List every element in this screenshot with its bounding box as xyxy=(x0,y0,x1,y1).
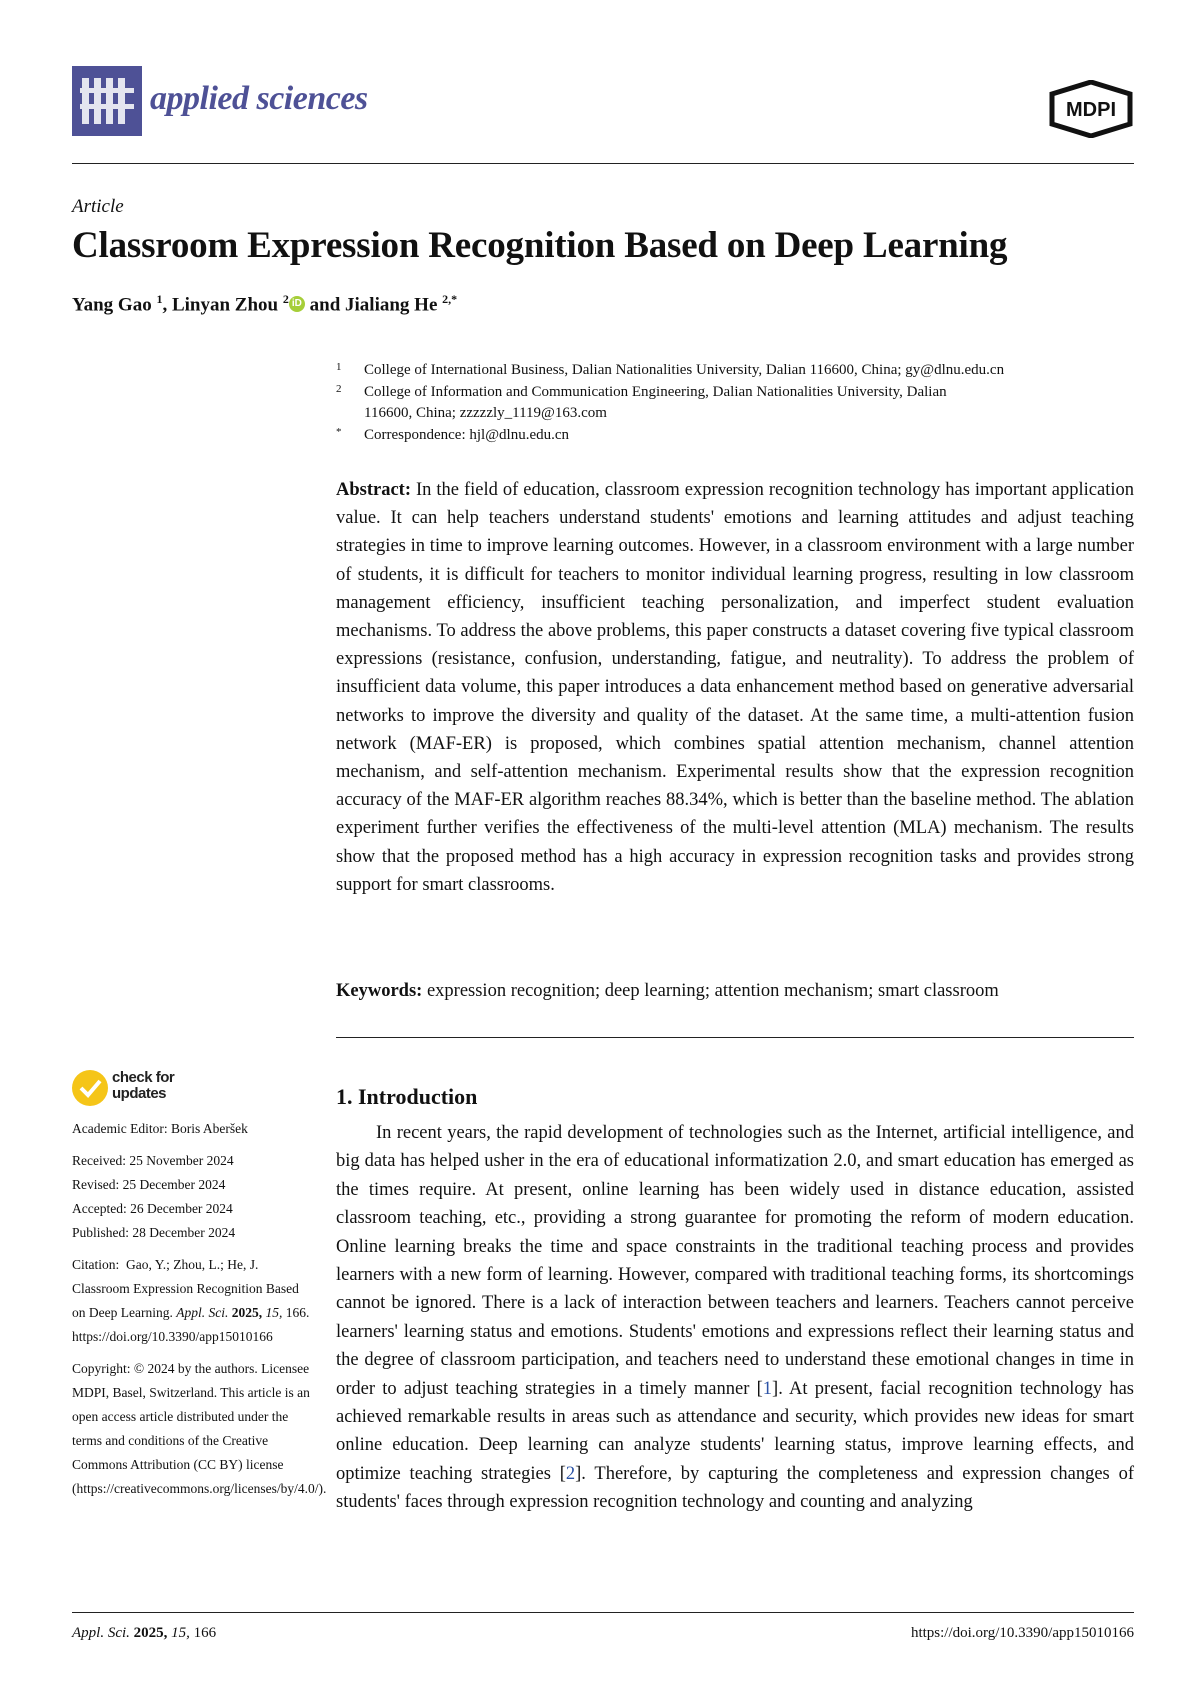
footer-doi-link[interactable]: https://doi.org/10.3390/app15010166 xyxy=(910,1625,1134,1641)
intro-text: ]. At present, facial recognition technology has achieved remarkable results in areas such as attendance and security, which provides new ideas for smart online education. Deep learning can analyze students' learning status, improve learning effects, and optimize teaching strategies [ xyxy=(336,1378,1134,1484)
journal-name: applied sciences xyxy=(150,80,368,117)
keywords xyxy=(336,981,1136,1002)
footer-volume: 15, xyxy=(171,1625,190,1641)
author-separator: , xyxy=(162,294,172,316)
copyright-notice: Copyright: © 2024 by the authors. Licensee MDPI, Basel, Switzerland. This article is an open access article distributed under the terms and conditions of the Creative Commons Attribution (CC BY) license (https://creativecommons.org/licenses/by/4.0/). xyxy=(72,1361,327,1496)
date-accepted: Accepted: 26 December 2024 xyxy=(72,1201,233,1216)
affiliation-text: College of Information and Communication Engineering, Dalian Nationalities University, Dalian 116600, China; zzzzzly_1119@163.com xyxy=(364,383,947,421)
academic-editor: Academic Editor: Boris Aberšek xyxy=(72,1121,248,1136)
author-affiliation-mark: 1 xyxy=(156,292,163,306)
citation-volume: 15, xyxy=(265,1305,283,1320)
citation xyxy=(72,1253,312,1349)
keywords-label: Keywords: xyxy=(336,981,423,1001)
affiliation-text: College of International Business, Dalian Nationalities University, Dalian 116600, China; gy@dlnu.edu.cn xyxy=(364,362,1005,378)
abstract-label: Abstract: xyxy=(336,480,412,500)
footer-year: 2025, xyxy=(133,1625,168,1641)
orcid-icon[interactable]: iD xyxy=(289,296,305,312)
correspondence-text[interactable]: Correspondence: hjl@dlnu.edu.cn xyxy=(364,426,570,443)
author-name[interactable]: Yang Gao xyxy=(72,294,152,316)
article-info-sidebar xyxy=(72,1117,327,1501)
article-type: Article xyxy=(72,196,124,217)
footer-journal: Appl. Sci. xyxy=(72,1625,130,1641)
affiliation-item xyxy=(336,425,1136,447)
abstract xyxy=(336,476,1134,899)
author-name[interactable]: Linyan Zhou xyxy=(171,294,279,316)
affiliation-item xyxy=(336,360,1136,382)
date-revised: Revised: 25 December 2024 xyxy=(72,1177,226,1192)
journal-logo xyxy=(72,66,142,136)
author-separator: and xyxy=(304,294,346,316)
abstract-text: In the field of education, classroom expression recognition technology has important application value. It can help teachers understand students' emotions and learning attitudes and adjust teaching strategies in time to improve learning outcomes. However, in a classroom environment with a large number of students, it is difficult for teachers to monitor individual learning progress, resulting in low classroom management efficiency, insufficient teaching personalization, and imperfect student evaluation mechanisms. To address the above problems, this paper constructs a dataset covering five typical classroom expressions (resistance, confusion, understanding, fatigue, and neutrality). To address the problem of insufficient data volume, this paper introduces a data enhancement method based on generative adversarial networks to improve the diversity and quality of the dataset. At the same time, a multi-attention fusion network (MAF-ER) is proposed, which combines spatial attention mechanism, channel attention mechanism, and self-attention mechanism. Experimental results show that the expression recognition accuracy of the MAF-ER algorithm reaches 88.34%, which is better than the baseline method. The ablation experiment further verifies the effectiveness of the multi-level attention (MLA) mechanism. The results show that the proposed method has a high accuracy in expression recognition tasks and provides strong support for smart classrooms. xyxy=(336,480,1134,895)
citation-text: Gao, Y.; Zhou, L.; He, J. Classroom Expression Recognition Based on Deep Learning. xyxy=(72,1257,299,1320)
affiliation-item xyxy=(336,382,964,425)
date-published: Published: 28 December 2024 xyxy=(72,1225,236,1240)
citation-year: 2025, xyxy=(231,1305,263,1320)
check-updates-icon xyxy=(72,1070,108,1106)
reference-link[interactable]: 1 xyxy=(762,1378,773,1399)
citation-label: Citation: xyxy=(72,1257,120,1272)
journal-logo-icon xyxy=(72,66,142,136)
intro-text: ]. Therefore, by capturing the completeness and expression changes of students' faces through expression recognition technology and counting and analyzing xyxy=(336,1463,1134,1513)
section-heading: 1. Introduction xyxy=(336,1084,478,1109)
publisher-logo-text: MDPI xyxy=(1066,99,1116,121)
publisher-logo xyxy=(1048,80,1134,138)
affiliation-mark: 1 xyxy=(336,361,342,373)
introduction-paragraph xyxy=(336,1119,1134,1517)
keywords-divider xyxy=(336,1037,1134,1038)
author-list xyxy=(72,292,457,316)
footer-divider xyxy=(72,1612,1134,1613)
check-for-updates-badge[interactable] xyxy=(72,1068,192,1112)
citation-journal: Appl. Sci. xyxy=(176,1305,229,1320)
keywords-text: expression recognition; deep learning; attention mechanism; smart classroom xyxy=(422,981,999,1001)
intro-text: In recent years, the rapid development of technologies such as the Internet, artificial intelligence, and big data has helped usher in the era of educational informatization 2.0, and smart education has emerged as the times require. At present, online learning has been widely used in distance education, assisted classroom teaching, etc., providing a strong guarantee for promoting the reform of modern education. Online learning breaks the time and space constraints in the traditional teaching process and provides learners with a new form of learning. However, compared with traditional teaching forms, its shortcomings cannot be ignored. There is a lack of interaction between teachers and learners. Teachers cannot perceive learners' learning status and emotions. Students' emotions and expressions reflect their learning status and the degree of classroom participation, and teachers need to understand these emotional changes in time in order to adjust teaching strategies in a timely manner [ xyxy=(336,1123,1134,1399)
footer-citation xyxy=(72,1625,216,1642)
reference-link[interactable]: 2 xyxy=(565,1463,576,1484)
check-updates-label: updates xyxy=(112,1085,167,1102)
author-affiliation-mark: 2 xyxy=(282,292,289,306)
footer-article-number: 166 xyxy=(193,1625,217,1641)
affiliation-mark: 2 xyxy=(336,382,342,395)
affiliations xyxy=(336,360,1136,446)
check-updates-label: check for xyxy=(112,1069,175,1086)
affiliation-mark: * xyxy=(336,425,342,438)
date-received: Received: 25 November 2024 xyxy=(72,1153,234,1168)
page-title: Classroom Expression Recognition Based on Deep Learning xyxy=(72,225,1008,266)
author-affiliation-mark: 2,* xyxy=(442,292,458,306)
header-divider xyxy=(72,163,1134,164)
citation-doi[interactable]: 166. https://doi.org/10.3390/app15010166 xyxy=(72,1305,310,1344)
author-name[interactable]: Jialiang He xyxy=(345,294,438,316)
